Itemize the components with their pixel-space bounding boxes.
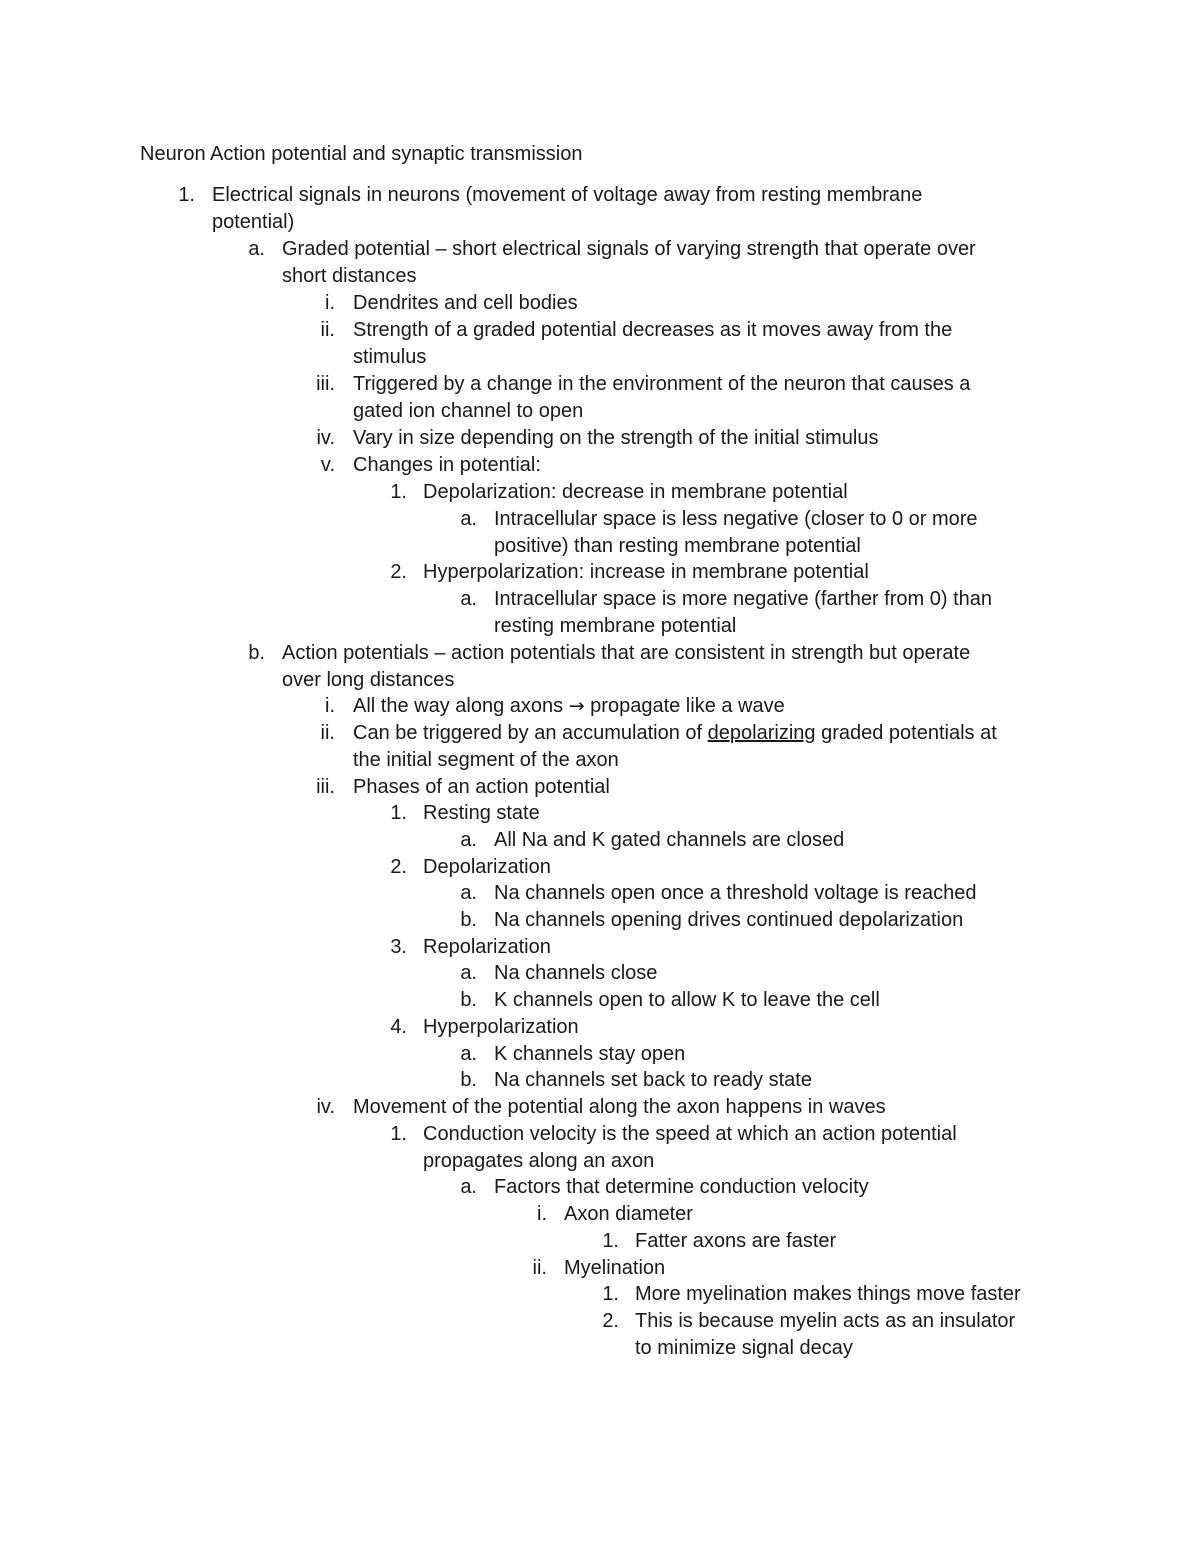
list-marker: iv. [316,427,335,449]
list-marker: 1. [390,1123,407,1145]
list-item-text: over long distances [282,669,455,691]
list-item-text: K channels stay open [494,1043,686,1065]
list-item-text: to minimize signal decay [635,1337,853,1359]
list-marker: 2. [602,1310,619,1332]
list-item-text: Fatter axons are faster [635,1230,837,1252]
list-marker: 1. [178,184,195,206]
list-item-text: Hyperpolarization: increase in membrane potential [423,561,869,583]
list-item-text: Repolarization [423,936,551,958]
list-item-text: Intracellular space is less negative (closer to 0 or more [494,508,978,530]
underlined-word: depolarizing [707,722,816,744]
list-item-text [353,720,997,747]
list-item-text: gated ion channel to open [353,400,584,422]
list-item-text: Na channels set back to ready state [494,1069,812,1091]
text-before-arrow: All the way along axons [353,695,569,717]
list-item-text: Intracellular space is more negative (farther from 0) than [494,588,992,610]
text-after-arrow: propagate like a wave [584,695,785,717]
text-after-underline: graded potentials at [815,722,997,744]
list-item-text: Strength of a graded potential decreases as it moves away from the [353,319,953,341]
list-item-text: More myelination makes things move faster [635,1283,1021,1305]
list-item-text: Hyperpolarization [423,1016,579,1038]
list-item-text: Na channels opening drives continued depolarization [494,909,964,931]
list-item-text: Conduction velocity is the speed at which an action potential [423,1123,957,1145]
list-marker: 1. [602,1230,619,1252]
list-marker: ii. [320,319,335,341]
list-marker: i. [537,1203,547,1225]
list-item-text: propagates along an axon [423,1150,655,1172]
list-marker: i. [325,292,335,314]
list-marker: 2. [390,856,407,878]
list-marker: a. [460,508,477,530]
list-marker: ii. [532,1257,547,1279]
list-marker: iv. [316,1096,335,1118]
list-marker: 3. [390,936,407,958]
list-marker: a. [460,962,477,984]
list-item-text: Movement of the potential along the axon happens in waves [353,1096,886,1118]
list-marker: a. [460,829,477,851]
list-item-text: Phases of an action potential [353,776,610,798]
list-item-text: stimulus [353,346,427,368]
right-arrow-icon: → [568,695,585,717]
list-item-text: Changes in potential: [353,454,541,476]
list-item-text: Depolarization: decrease in membrane potential [423,481,848,503]
list-marker: a. [248,238,265,260]
list-item-text: Myelination [564,1257,666,1279]
list-item-text: the initial segment of the axon [353,749,619,771]
list-marker: a. [460,882,477,904]
list-marker: a. [460,1043,477,1065]
list-marker: v. [320,454,335,476]
list-item-text: Depolarization [423,856,551,878]
list-item-text: Axon diameter [564,1203,693,1225]
list-item-text: This is because myelin acts as an insulator [635,1310,1016,1332]
list-item-text: Na channels close [494,962,658,984]
list-item-text: Graded potential – short electrical signals of varying strength that operate over [282,238,976,260]
list-item-text: resting membrane potential [494,615,737,637]
list-item-text: short distances [282,265,417,287]
list-marker: a. [460,1176,477,1198]
list-marker: iii. [316,373,335,395]
list-marker: i. [325,695,335,717]
list-marker: b. [460,989,477,1011]
list-marker: a. [460,588,477,610]
list-item-text: positive) than resting membrane potential [494,535,861,557]
list-marker: b. [460,1069,477,1091]
list-item-text: Vary in size depending on the strength of the initial stimulus [353,427,879,449]
list-item-text: Resting state [423,802,540,824]
list-item-text: Dendrites and cell bodies [353,292,578,314]
list-marker: iii. [316,776,335,798]
page-title: Neuron Action potential and synaptic transmission [140,143,583,165]
list-marker: 1. [390,481,407,503]
list-marker: b. [248,642,265,664]
list-item-text: Electrical signals in neurons (movement of voltage away from resting membrane [212,184,923,206]
text-before-underline: Can be triggered by an accumulation of [353,722,708,744]
list-marker: 2. [390,561,407,583]
list-marker: 1. [390,802,407,824]
list-item-text: Na channels open once a threshold voltage is reached [494,882,977,904]
list-item-text: Factors that determine conduction velocity [494,1176,869,1198]
list-marker: ii. [320,722,335,744]
list-marker: 4. [390,1016,407,1038]
list-item-text: K channels open to allow K to leave the cell [494,989,880,1011]
list-item-text: potential) [212,211,295,233]
list-marker: 1. [602,1283,619,1305]
list-item-text [353,693,785,720]
list-item-text: Triggered by a change in the environment of the neuron that causes a [353,373,971,395]
list-item-text: Action potentials – action potentials that are consistent in strength but operate [282,642,971,664]
list-marker: b. [460,909,477,931]
list-item-text: All Na and K gated channels are closed [494,829,845,851]
